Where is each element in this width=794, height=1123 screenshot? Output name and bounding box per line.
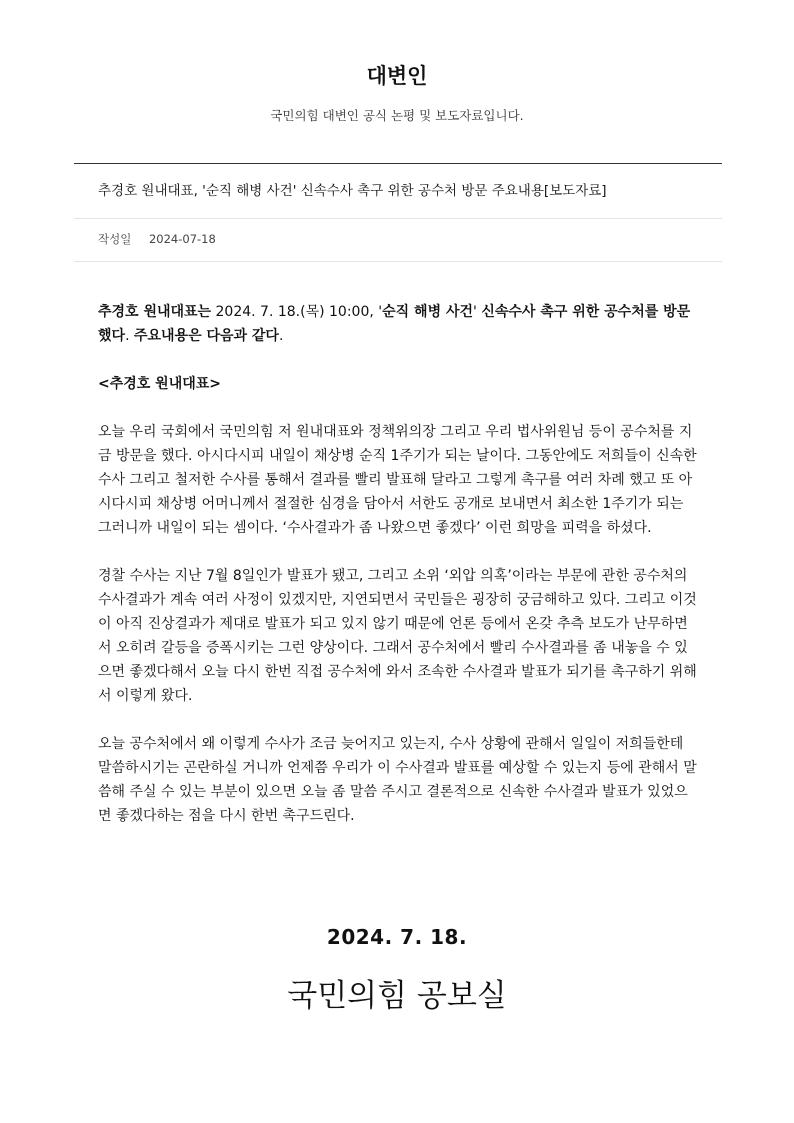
intro-text: . — [125, 328, 134, 344]
body-paragraph-3: 오늘 공수처에서 왜 이렇게 수사가 조금 늦어지고 있는지, 수사 상황에 관해서 일일이 저희들한테 말씀하시기는 곤란하실 거니까 언제쯤 우리가 이 수사결과 발표를 예상할 수 있는지 등에 관해서 말씀해 주실 수 있는 부분이 있으면 오늘 좀 말씀 주시고 결론적으로 신속한 수사결과 발표가 있었으면 좋겠다하는 점을 다시 한번 촉구드린다. — [98, 736, 697, 824]
post-meta — [98, 230, 216, 248]
site-title: 대변인 — [366, 64, 428, 88]
intro-bold-subject: 추경호 원내대표는 — [98, 304, 212, 320]
meta-divider — [74, 261, 722, 262]
post-date: 2024-07-18 — [148, 232, 216, 246]
intro-bold-summary: 주요내용은 다음과 같다 — [133, 328, 279, 344]
closing-date: 2024. 7. 18. — [326, 925, 468, 949]
intro-text: ' — [473, 304, 482, 320]
intro-bold-purpose: 신속수사 촉구 위한 공수처를 방문했다 — [98, 304, 691, 344]
title-divider — [74, 218, 722, 219]
body-paragraph-1: 오늘 우리 국회에서 국민의힘 저 원내대표와 정책위의장 그리고 우리 법사위원님 등이 공수처를 지금 방문을 했다. 아시다시피 내일이 채상병 순직 1주기가 되는 날이다. 그동안에도 저희들이 신속한 수사 그리고 철저한 수사를 통해서 결과를 빨리 발표해 달라고 그렇게 촉구를 여러 차례 했고 또 아시다시피 채상병 어머니께서 절절한 심경을 담아서 서한도 공개로 보내면서 최소한 1주기가 되는 그러니까 내일이 되는 셈이다. ‘수사결과가 좀 나왔으면 좋겠다’ 이런 희망을 피력을 하셨다. — [98, 424, 697, 536]
body-paragraph-2: 경찰 수사는 지난 7월 8일인가 발표가 됐고, 그리고 소위 ‘외압 의혹’이라는 부문에 관한 공수처의 수사결과가 계속 여러 사정이 있겠지만, 지연되면서 국민들은 굉장히 궁금해하고 있다. 그리고 이것이 아직 진상결과가 제대로 발표가 되고 있지 않기 때문에 언론 등에서 온갖 추측 보도가 난무하면서 오히려 갈등을 증폭시키는 그런 양상이다. 그래서 공수처에서 빨리 수사결과를 좀 내놓을 수 있으면 좋겠다해서 오늘 다시 한번 직접 공수처에 와서 조속한 수사결과 발표가 되기를 촉구하기 위해서 이렇게 왔다. — [98, 568, 697, 704]
header-divider — [74, 163, 722, 164]
intro-bold-case: 순직 해병 사건 — [382, 304, 474, 320]
intro-text: 2024. 7. 18.(목) 10:00, ' — [211, 304, 383, 320]
speaker-label: <추경호 원내대표> — [98, 376, 222, 392]
post-body — [98, 300, 698, 828]
intro-text: . — [278, 328, 284, 344]
closing-organization: 국민의힘 공보실 — [287, 978, 507, 1014]
intro-paragraph — [98, 300, 698, 348]
site-subtitle: 국민의힘 대변인 공식 논평 및 보도자료입니다. — [270, 108, 524, 123]
meta-label: 작성일 — [98, 232, 132, 246]
site-header — [0, 0, 794, 125]
post-title: 추경호 원내대표, '순직 해병 사건' 신속수사 촉구 위한 공수처 방문 주요내용[보도자료] — [98, 183, 607, 199]
